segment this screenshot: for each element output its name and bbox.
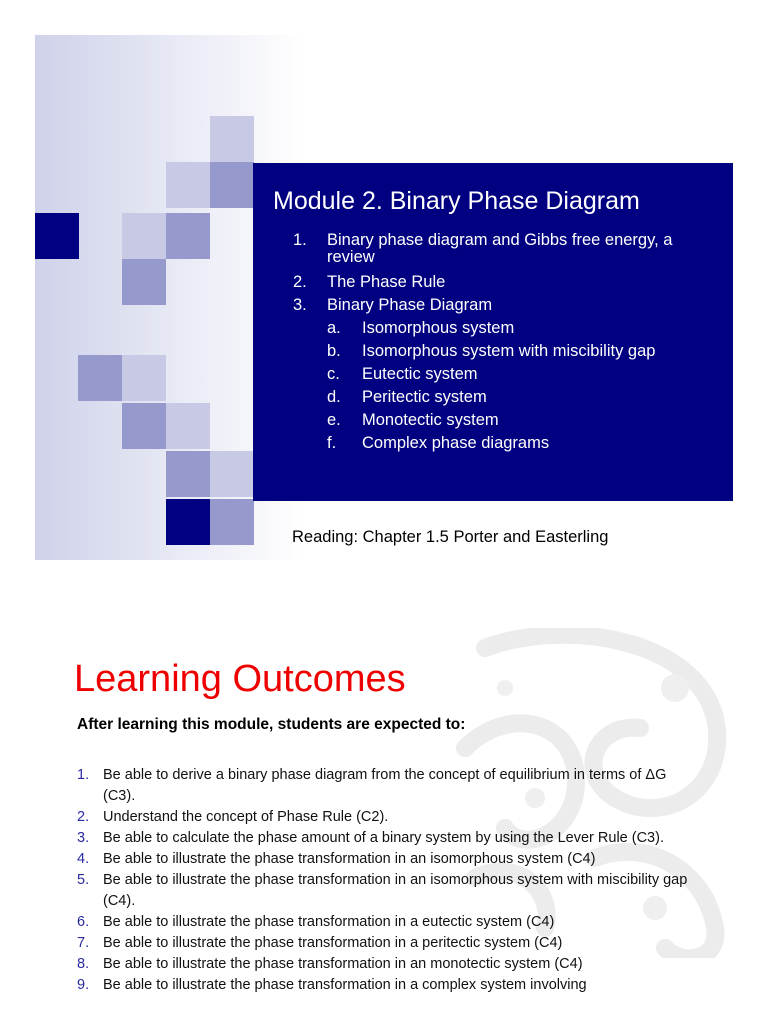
list-text: Be able to derive a binary phase diagram from the concept of equilibrium in terms of ΔG (C3). [103, 767, 667, 804]
outline-subitem [293, 409, 718, 432]
deco-square [122, 355, 166, 401]
deco-square [78, 355, 122, 401]
list-number: 3. [77, 830, 90, 846]
outline-item [293, 271, 718, 294]
outline-subitem [293, 363, 718, 386]
list-number: 5. [77, 872, 90, 888]
outcomes-list [77, 765, 697, 996]
deco-square [122, 259, 166, 305]
outline-item [293, 232, 718, 266]
deco-square [210, 499, 254, 545]
list-text: Be able to illustrate the phase transformation in an isomorphous system with miscibility gap (C4). [103, 872, 688, 909]
list-item [77, 828, 697, 849]
list-text: Be able to calculate the phase amount of a binary system by using the Lever Rule (C3). [103, 830, 664, 846]
list-number: 9. [77, 977, 90, 993]
list-text: Be able to illustrate the phase transformation in an monotectic system (C4) [103, 956, 583, 972]
list-number: 4. [77, 851, 90, 867]
outline-letter: f. [327, 434, 337, 452]
deco-square [122, 403, 166, 449]
title-slide [35, 35, 733, 560]
learning-outcomes-slide [35, 628, 733, 1024]
outline-subtext: Isomorphous system with miscibility gap [362, 342, 656, 360]
deco-square [166, 162, 210, 208]
outline-subtext: Peritectic system [362, 388, 487, 406]
outline-text: Binary phase diagram and Gibbs free energy, a review [327, 231, 673, 266]
list-number: 2. [77, 809, 90, 825]
outline-text: The Phase Rule [327, 273, 446, 291]
outline-subitem [293, 432, 718, 455]
outline-subitem [293, 386, 718, 409]
list-number: 6. [77, 914, 90, 930]
list-item [77, 849, 697, 870]
outline-number: 3. [293, 296, 307, 314]
outline-subitem [293, 317, 718, 340]
list-number: 7. [77, 935, 90, 951]
list-number: 8. [77, 956, 90, 972]
deco-square [210, 116, 254, 162]
intro-text: After learning this module, students are expected to: [77, 716, 466, 733]
outline-letter: d. [327, 388, 341, 406]
title-panel [253, 163, 733, 501]
outline-letter: a. [327, 319, 341, 337]
outline-item [293, 294, 718, 317]
slide-title: Module 2. Binary Phase Diagram [273, 187, 640, 215]
list-item [77, 807, 697, 828]
outline-subtext: Complex phase diagrams [362, 434, 550, 452]
outline-number: 2. [293, 273, 307, 291]
reading-note: Reading: Chapter 1.5 Porter and Easterling [292, 528, 609, 546]
outline-subitem [293, 340, 718, 363]
deco-square [166, 451, 210, 497]
list-item [77, 975, 697, 996]
list-number: 1. [77, 767, 90, 783]
outline-text: Binary Phase Diagram [327, 296, 493, 314]
outline-subtext: Eutectic system [362, 365, 478, 383]
deco-square [122, 213, 166, 259]
list-text: Be able to illustrate the phase transformation in a complex system involving [103, 977, 587, 993]
list-text: Be able to illustrate the phase transformation in a peritectic system (C4) [103, 935, 563, 951]
deco-square [210, 451, 254, 497]
outline-subtext: Monotectic system [362, 411, 499, 429]
list-text: Be able to illustrate the phase transformation in a eutectic system (C4) [103, 914, 555, 930]
list-item [77, 912, 697, 933]
slide-title: Learning Outcomes [74, 658, 406, 700]
outline-letter: c. [327, 365, 340, 383]
list-item [77, 954, 697, 975]
deco-square [166, 403, 210, 449]
deco-square [166, 213, 210, 259]
list-item [77, 933, 697, 954]
outline-number: 1. [293, 231, 307, 249]
list-text: Be able to illustrate the phase transformation in an isomorphous system (C4) [103, 851, 596, 867]
deco-square [166, 499, 210, 545]
outline-subtext: Isomorphous system [362, 319, 515, 337]
list-text: Understand the concept of Phase Rule (C2). [103, 809, 389, 825]
list-item [77, 870, 697, 912]
outline-letter: e. [327, 411, 341, 429]
deco-square [35, 213, 79, 259]
list-item [77, 765, 697, 807]
outline-letter: b. [327, 342, 341, 360]
outline-list [293, 232, 718, 455]
deco-square [210, 162, 254, 208]
